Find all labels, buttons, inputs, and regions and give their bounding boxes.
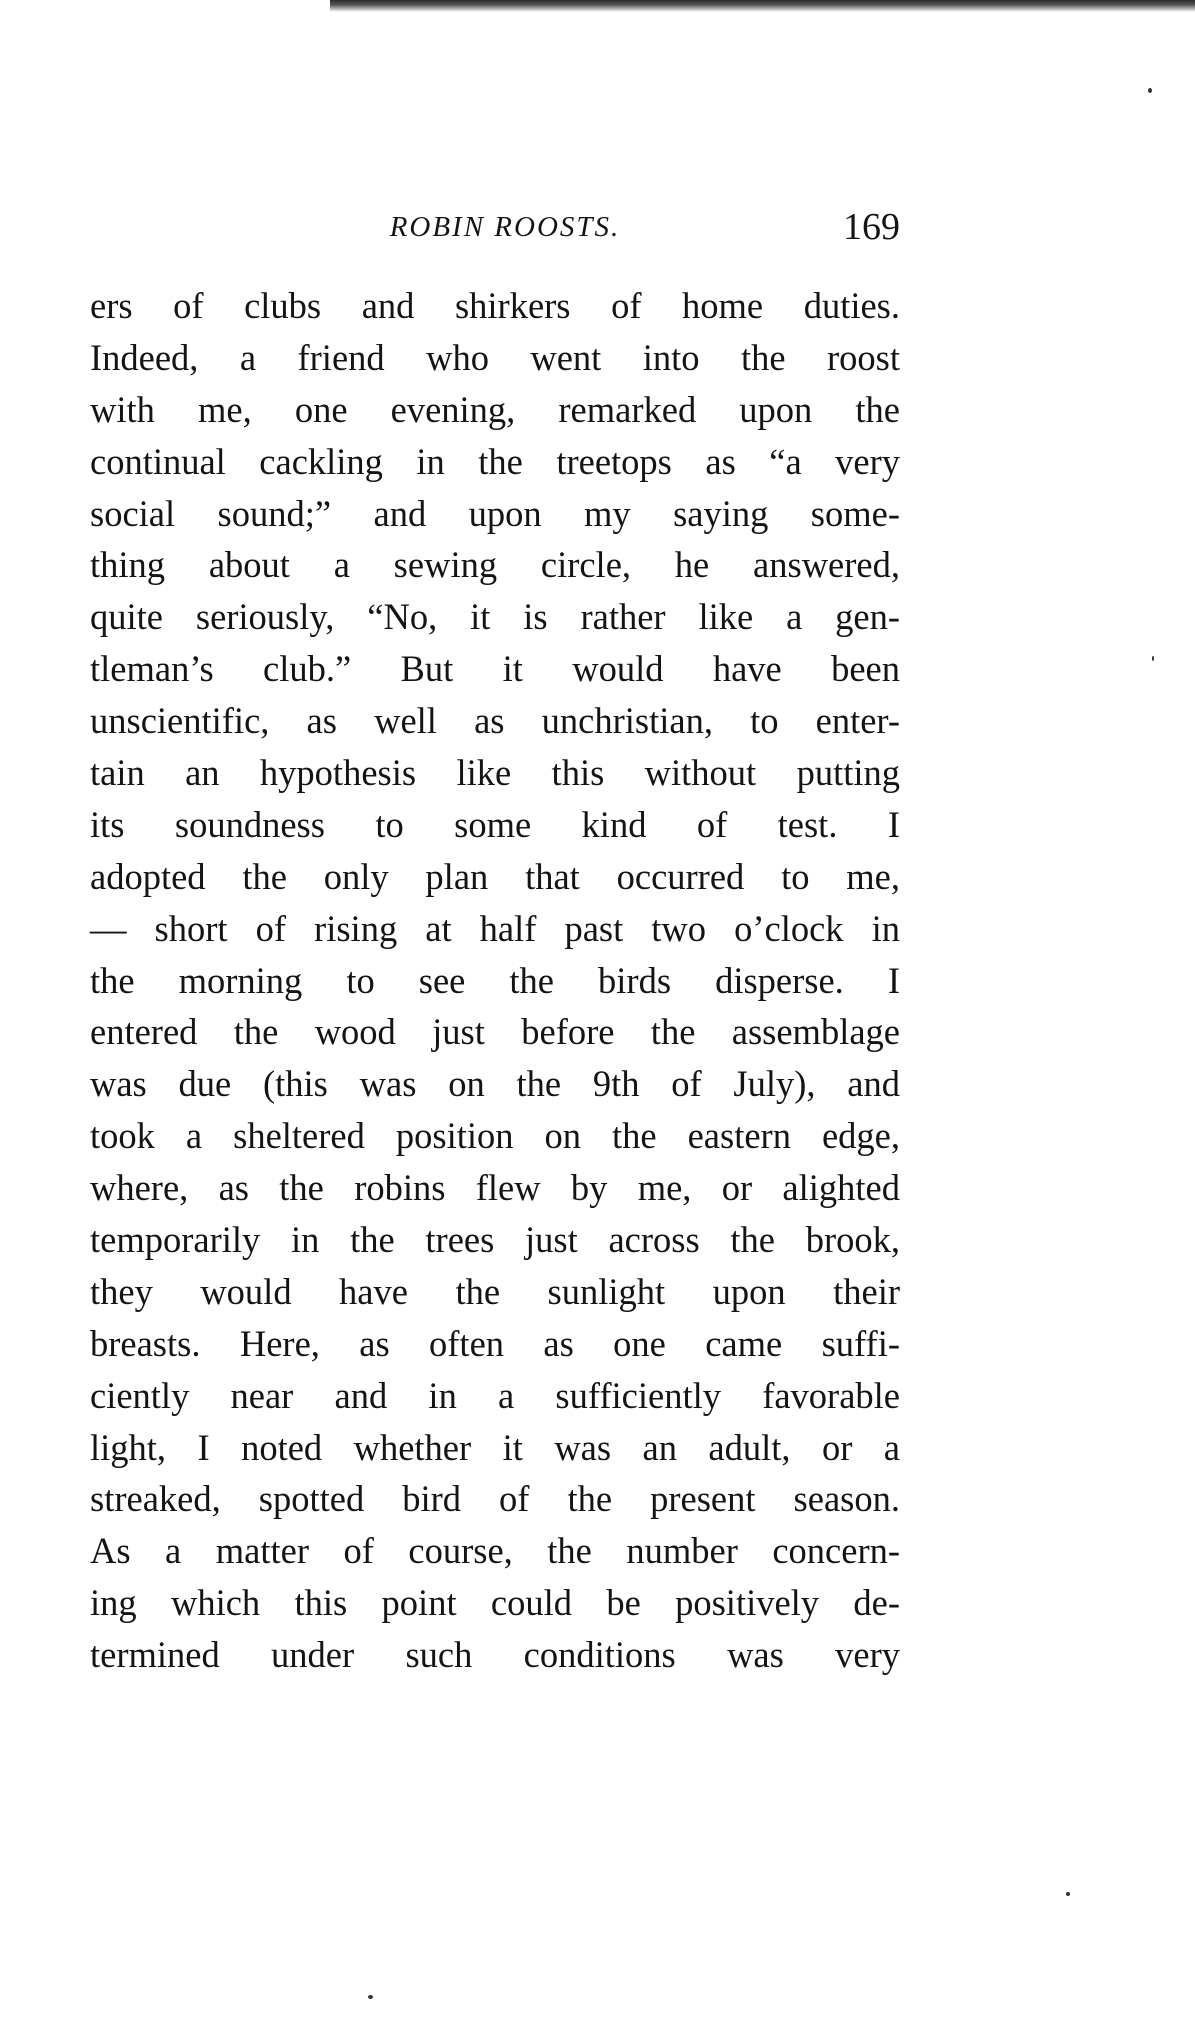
scan-top-edge (330, 0, 1195, 12)
scan-speck (1148, 88, 1152, 93)
text-line: adopted the only plan that occurred to me, (90, 855, 900, 897)
text-line: entered the wood just before the assemblage (90, 1011, 900, 1053)
text-line: the morning to see the birds disperse. I (90, 959, 900, 1001)
text-line: was due (this was on the 9th of July), and (90, 1063, 900, 1105)
text-line: tain an hypothesis like this without putting (90, 752, 900, 794)
page-header (90, 205, 900, 255)
text-line: temporarily in the trees just across the brook, (90, 1219, 900, 1261)
scan-speck (1066, 1892, 1070, 1896)
page-number: 169 (843, 206, 900, 248)
text-line: ers of clubs and shirkers of home duties. (90, 285, 900, 326)
text-line: Indeed, a friend who went into the roost (90, 336, 900, 378)
text-line: quite seriously, “No, it is rather like a gen- (90, 596, 900, 638)
text-line: continual cackling in the treetops as “a very (90, 440, 900, 482)
text-line: thing about a sewing circle, he answered, (90, 544, 900, 586)
text-line: ing which this point could be positively de- (90, 1582, 900, 1624)
text-line: its soundness to some kind of test. I (90, 803, 900, 845)
text-line: they would have the sunlight upon their (90, 1270, 900, 1312)
scan-speck (368, 1995, 373, 1999)
text-line: ciently near and in a sufficiently favorable (90, 1374, 900, 1416)
running-title: ROBIN ROOSTS. (389, 211, 621, 243)
body-text (90, 280, 900, 1681)
text-line: tleman’s club.” But it would have been (90, 648, 900, 690)
text-line: streaked, spotted bird of the present season. (90, 1478, 900, 1520)
text-line: termined under such conditions was very (90, 1634, 900, 1676)
text-line: light, I noted whether it was an adult, or a (90, 1426, 900, 1468)
text-line: social sound;” and upon my saying some- (90, 492, 900, 534)
text-line: — short of rising at half past two o’clock in (90, 907, 900, 949)
text-line: breasts. Here, as often as one came suffi- (90, 1322, 900, 1364)
text-line: with me, one evening, remarked upon the (90, 388, 900, 430)
text-line: unscientific, as well as unchristian, to enter- (90, 700, 900, 742)
scan-speck (1152, 656, 1154, 661)
text-line: took a sheltered position on the eastern edge, (90, 1115, 900, 1157)
text-line: where, as the robins flew by me, or alighted (90, 1167, 900, 1209)
text-line: As a matter of course, the number concern- (90, 1530, 900, 1572)
